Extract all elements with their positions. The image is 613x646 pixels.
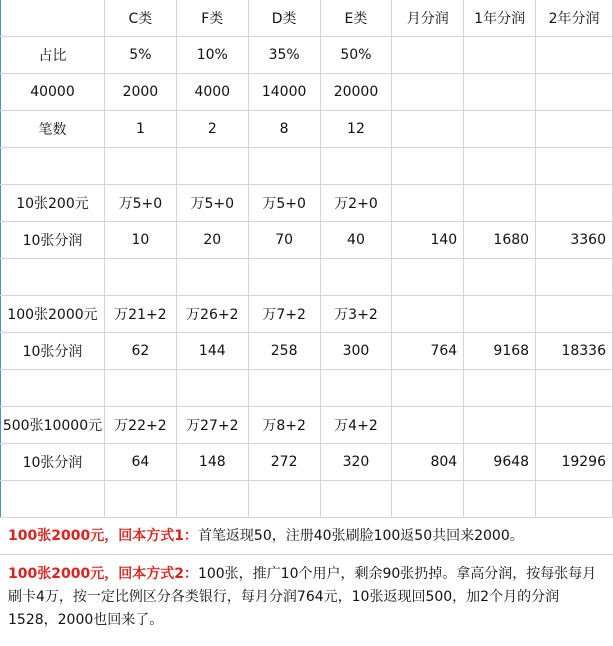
table-row [1, 222, 613, 259]
table-cell[interactable] [176, 370, 248, 407]
table-cell[interactable]: 18336 [536, 333, 613, 370]
column-header[interactable]: D类 [248, 0, 320, 37]
table-cell[interactable] [464, 481, 536, 518]
table-cell[interactable] [320, 481, 392, 518]
table-cell[interactable] [392, 370, 464, 407]
table-cell[interactable]: 20000 [320, 74, 392, 111]
table-cell[interactable] [392, 37, 464, 74]
table-row [1, 185, 613, 222]
table-cell[interactable]: 764 [392, 333, 464, 370]
table-cell[interactable]: 万26+2 [176, 296, 248, 333]
table-cell[interactable] [536, 259, 613, 296]
column-header[interactable]: F类 [176, 0, 248, 37]
table-cell[interactable] [536, 74, 613, 111]
table-cell[interactable]: 万2+0 [320, 185, 392, 222]
table-row [1, 296, 613, 333]
table-cell[interactable]: 804 [392, 444, 464, 481]
column-header[interactable] [1, 0, 105, 37]
table-cell[interactable] [392, 148, 464, 185]
table-cell[interactable] [1, 481, 105, 518]
note-label: 100张2000元，回本方式2： [8, 566, 198, 582]
note-text: 首笔返现50，注册40张刷脸100返50共回来2000。 [197, 528, 524, 544]
table-cell[interactable] [392, 296, 464, 333]
table-cell[interactable]: 万5+0 [248, 185, 320, 222]
table-cell[interactable]: 笔数 [1, 111, 105, 148]
table-cell[interactable] [392, 185, 464, 222]
column-header[interactable]: 2年分润 [536, 0, 613, 37]
table-cell[interactable]: 12 [320, 111, 392, 148]
table-cell[interactable]: 万3+2 [320, 296, 392, 333]
table-cell[interactable]: 144 [176, 333, 248, 370]
table-row [1, 148, 613, 185]
table-cell[interactable]: 10张分润 [1, 222, 105, 259]
table-cell[interactable] [1, 259, 105, 296]
table-cell[interactable] [536, 37, 613, 74]
table-cell[interactable] [248, 259, 320, 296]
table-cell[interactable]: 4000 [176, 74, 248, 111]
table-cell[interactable]: 10张分润 [1, 333, 105, 370]
table-cell[interactable] [536, 407, 613, 444]
table-cell[interactable]: 万8+2 [248, 407, 320, 444]
table-cell[interactable]: 10 [104, 222, 176, 259]
table-cell[interactable]: 64 [104, 444, 176, 481]
table-cell[interactable] [320, 259, 392, 296]
table-cell[interactable]: 3360 [536, 222, 613, 259]
table-cell[interactable]: 8 [248, 111, 320, 148]
table-cell[interactable] [464, 148, 536, 185]
table-cell[interactable] [536, 370, 613, 407]
table-cell[interactable] [104, 148, 176, 185]
column-header[interactable]: E类 [320, 0, 392, 37]
note-text: 100张，推广10个用户，剩余90张扔掉。拿高分润，按每张每月刷卡4万，按一定比例区分各类银行，每月分润764元，10张返现回500，加2个月的分润1528，2000也回来了。 [8, 566, 597, 628]
table-cell[interactable] [464, 259, 536, 296]
table-cell[interactable]: 40 [320, 222, 392, 259]
table-cell[interactable]: 10% [176, 37, 248, 74]
table-cell[interactable]: 272 [248, 444, 320, 481]
column-header[interactable]: C类 [104, 0, 176, 37]
table-row [1, 259, 613, 296]
table-cell[interactable]: 320 [320, 444, 392, 481]
table-cell[interactable] [536, 296, 613, 333]
table-row [1, 111, 613, 148]
table-cell[interactable] [392, 74, 464, 111]
table-cell[interactable]: 258 [248, 333, 320, 370]
table-cell[interactable]: 万7+2 [248, 296, 320, 333]
table-cell[interactable]: 62 [104, 333, 176, 370]
notes-section [0, 519, 613, 632]
table-cell[interactable]: 10张200元 [1, 185, 105, 222]
table-cell[interactable]: 万5+0 [176, 185, 248, 222]
table-cell[interactable] [104, 259, 176, 296]
table-cell[interactable]: 万5+0 [104, 185, 176, 222]
table-cell[interactable] [320, 370, 392, 407]
table-cell[interactable] [248, 481, 320, 518]
table-cell[interactable] [464, 37, 536, 74]
table-row [1, 407, 613, 444]
table-cell[interactable]: 9168 [464, 333, 536, 370]
table-cell[interactable]: 2000 [104, 74, 176, 111]
table-cell[interactable]: 35% [248, 37, 320, 74]
table-cell[interactable]: 20 [176, 222, 248, 259]
table-cell[interactable] [464, 111, 536, 148]
table-cell[interactable] [536, 111, 613, 148]
table-row [1, 333, 613, 370]
table-cell[interactable]: 万21+2 [104, 296, 176, 333]
table-cell[interactable]: 万27+2 [176, 407, 248, 444]
table-cell[interactable]: 100张2000元 [1, 296, 105, 333]
table-cell[interactable]: 万22+2 [104, 407, 176, 444]
payback-note-2 [0, 555, 613, 632]
table-cell[interactable]: 10张分润 [1, 444, 105, 481]
table-cell[interactable]: 1 [104, 111, 176, 148]
table-cell[interactable] [104, 481, 176, 518]
table-row [1, 370, 613, 407]
table-cell[interactable] [464, 407, 536, 444]
table-cell[interactable]: 14000 [248, 74, 320, 111]
table-cell[interactable] [464, 74, 536, 111]
table-row [1, 37, 613, 74]
header-row [1, 0, 613, 37]
table-cell[interactable]: 万4+2 [320, 407, 392, 444]
table-cell[interactable]: 140 [392, 222, 464, 259]
table-cell[interactable]: 70 [248, 222, 320, 259]
table-cell[interactable] [176, 148, 248, 185]
table-cell[interactable]: 50% [320, 37, 392, 74]
table-row [1, 481, 613, 518]
table-cell[interactable] [176, 259, 248, 296]
payback-note-1 [0, 519, 613, 555]
table-cell[interactable]: 19296 [536, 444, 613, 481]
table-cell[interactable] [392, 111, 464, 148]
table-row [1, 444, 613, 481]
table-cell[interactable]: 300 [320, 333, 392, 370]
table-cell[interactable] [320, 148, 392, 185]
table-cell[interactable] [1, 148, 105, 185]
table-cell[interactable]: 40000 [1, 74, 105, 111]
table-cell[interactable]: 9648 [464, 444, 536, 481]
note-label: 100张2000元，回本方式1： [8, 528, 198, 544]
table-cell[interactable]: 500张10000元 [1, 407, 105, 444]
table-row [1, 74, 613, 111]
table-cell[interactable] [104, 370, 176, 407]
table-cell[interactable] [536, 148, 613, 185]
table-cell[interactable] [248, 148, 320, 185]
table-cell[interactable] [248, 370, 320, 407]
table-cell[interactable] [392, 481, 464, 518]
table-cell[interactable]: 148 [176, 444, 248, 481]
table-cell[interactable] [536, 185, 613, 222]
column-header[interactable]: 1年分润 [464, 0, 536, 37]
table-cell[interactable] [536, 481, 613, 518]
table-cell[interactable] [464, 296, 536, 333]
table-cell[interactable] [392, 259, 464, 296]
table-cell[interactable]: 1680 [464, 222, 536, 259]
table-cell[interactable] [464, 370, 536, 407]
table-cell[interactable]: 5% [104, 37, 176, 74]
column-header[interactable]: 月分润 [392, 0, 464, 37]
table-cell[interactable]: 占比 [1, 37, 105, 74]
table-cell[interactable] [392, 407, 464, 444]
table-cell[interactable] [176, 481, 248, 518]
table-cell[interactable] [464, 185, 536, 222]
table-cell[interactable]: 2 [176, 111, 248, 148]
table-cell[interactable] [1, 370, 105, 407]
